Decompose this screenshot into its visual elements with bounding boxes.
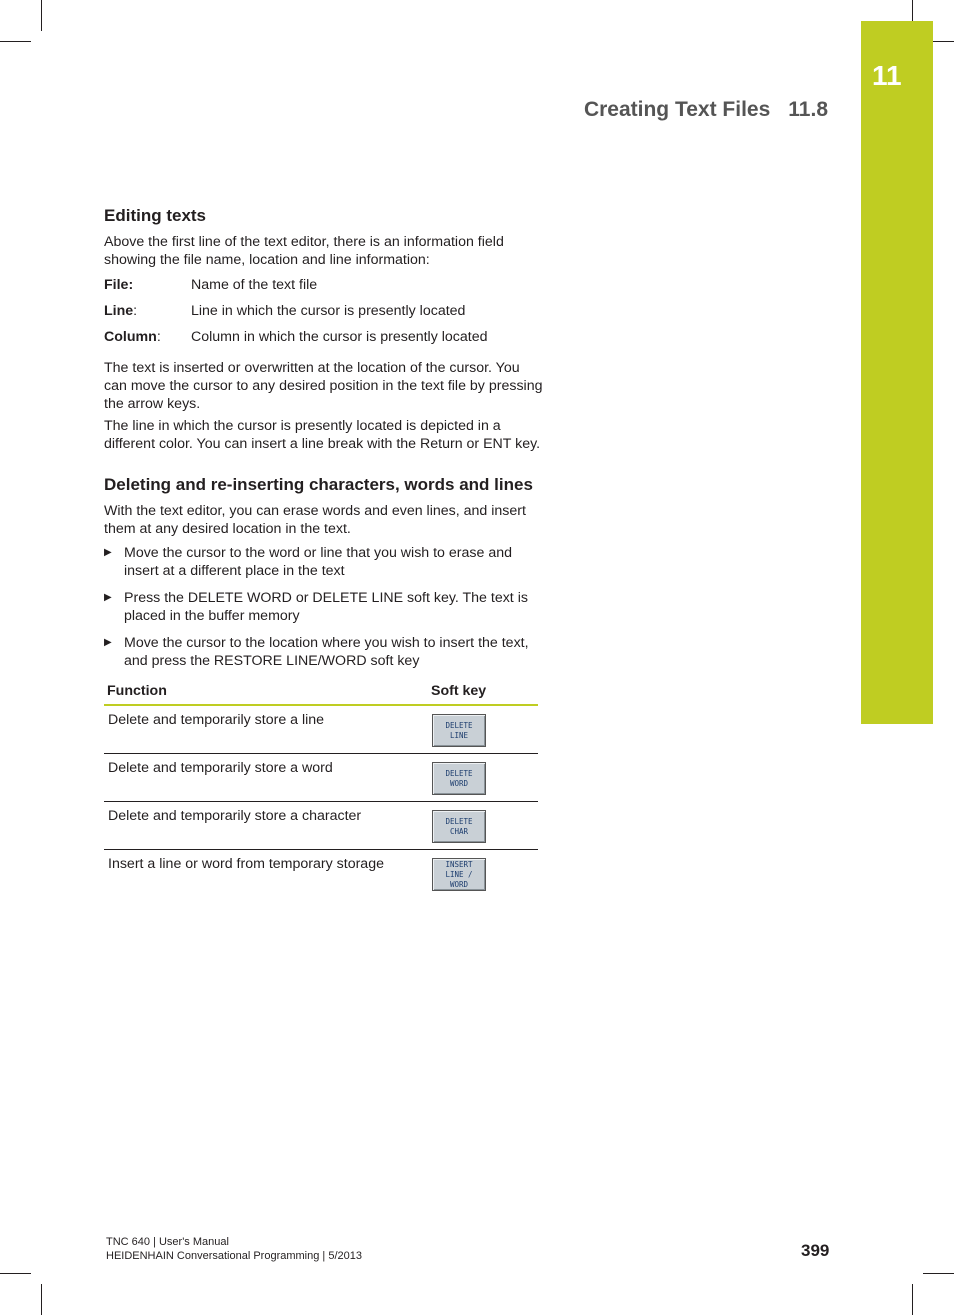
insert-line-word-softkey[interactable]: INSERT LINE / WORD	[432, 858, 486, 891]
column-header-function: Function	[104, 679, 428, 705]
table-row	[104, 754, 538, 802]
definition-term: Line	[104, 303, 134, 319]
paragraph: The line in which the cursor is presently located is depicted in a different color. You can insert a line break with the Return or ENT key.	[104, 418, 541, 452]
chapter-number: 11	[872, 60, 902, 91]
bullet-item: ▶ Press the DELETE WORD or DELETE LINE soft key. The text is placed in the buffer memory	[104, 590, 528, 624]
footer-line: TNC 640 | User's Manual	[106, 1236, 229, 1248]
definition-row: Line: Line in which the cursor is presently located	[104, 303, 466, 319]
definition-desc: Line in which the cursor is presently located	[191, 303, 466, 319]
crop-mark	[0, 1273, 31, 1274]
arrow-icon: ▶	[104, 547, 112, 558]
bullet-item: ▶ Move the cursor to the location where you wish to insert the text, and press the RESTORE LINE/WORD soft key	[104, 635, 529, 669]
definition-desc: Name of the text file	[191, 277, 318, 293]
crop-mark	[0, 41, 31, 42]
crop-mark	[41, 0, 42, 31]
editing-intro: Above the first line of the text editor, there is an information field showing the file name, location and line information:	[104, 234, 504, 268]
delete-char-softkey[interactable]: DELETE CHAR	[432, 810, 486, 843]
function-cell: Delete and temporarily store a word	[104, 754, 428, 802]
table-row	[104, 850, 538, 898]
deleting-intro: With the text editor, you can erase words and even lines, and insert them at any desired location in the text.	[104, 503, 526, 537]
delete-word-softkey[interactable]: DELETE WORD	[432, 762, 486, 795]
section-number: 11.8	[788, 98, 828, 121]
crop-mark	[912, 1284, 913, 1315]
page-number: 399	[801, 1241, 830, 1260]
heading-deleting: Deleting and re-inserting characters, words and lines	[104, 475, 533, 494]
table-row	[104, 705, 538, 754]
definition-row	[104, 276, 544, 302]
column-header-softkey: Soft key	[428, 679, 538, 705]
definition-desc: Column in which the cursor is presently located	[191, 329, 488, 345]
arrow-icon: ▶	[104, 637, 112, 648]
crop-mark	[41, 1284, 42, 1315]
softkey-table	[104, 679, 538, 897]
footer	[106, 1235, 362, 1263]
table-header-row	[104, 679, 538, 705]
crop-mark	[923, 1273, 954, 1274]
definition-term: Column	[104, 329, 157, 345]
function-cell: Delete and temporarily store a character	[104, 802, 428, 850]
chapter-tab	[861, 21, 933, 724]
bullet-item: ▶ Move the cursor to the word or line that you wish to erase and insert at a different place in the text	[104, 545, 512, 579]
main-content	[104, 205, 544, 897]
heading-editing-texts: Editing texts	[104, 206, 207, 225]
table-row	[104, 802, 538, 850]
section-header	[584, 98, 828, 122]
footer-line: HEIDENHAIN Conversational Programming | 5/2013	[106, 1250, 362, 1262]
section-title: Creating Text Files	[583, 98, 771, 121]
delete-line-softkey[interactable]: DELETE LINE	[432, 714, 486, 747]
paragraph: The text is inserted or overwritten at the location of the cursor. You can move the cursor to any desired position in the text file by pressing the arrow keys.	[104, 360, 543, 412]
arrow-icon: ▶	[104, 592, 112, 603]
function-cell: Delete and temporarily store a line	[104, 705, 428, 754]
definition-term: File:	[104, 277, 134, 293]
function-cell: Insert a line or word from temporary storage	[108, 856, 384, 872]
definition-row: Column: Column in which the cursor is presently located	[104, 329, 488, 345]
